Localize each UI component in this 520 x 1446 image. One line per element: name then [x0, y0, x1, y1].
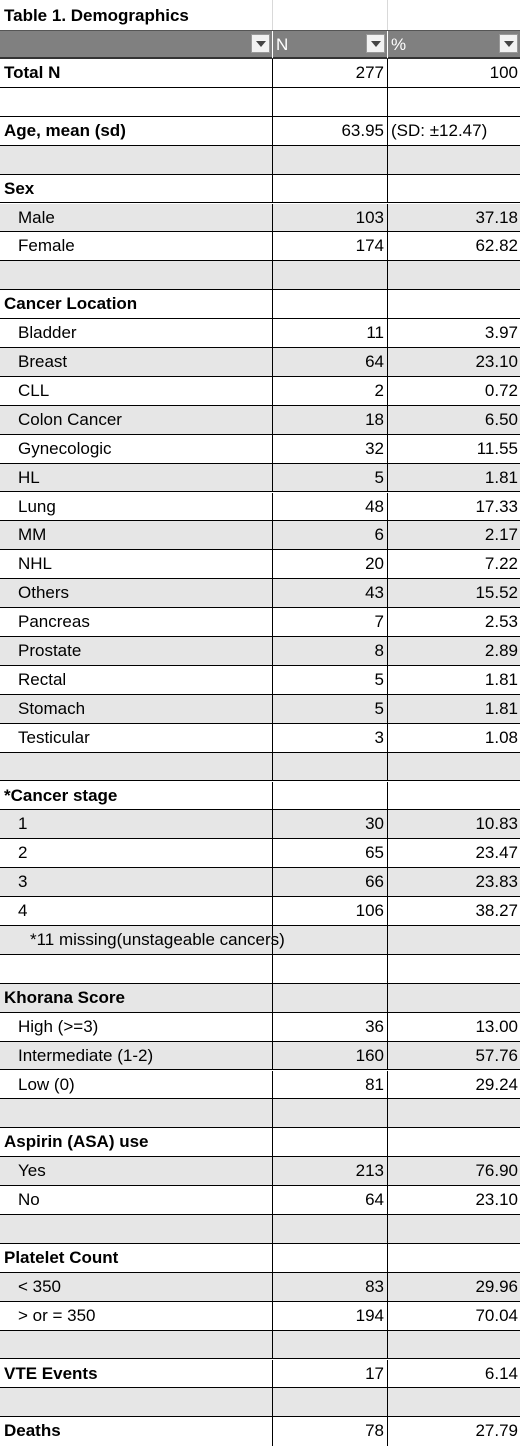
row-label[interactable]	[0, 319, 273, 347]
header-cell-pct	[388, 31, 520, 58]
table-title: Table 1. Demographics	[4, 6, 189, 25]
table-row	[0, 955, 520, 984]
row-label[interactable]	[0, 810, 273, 838]
table-row	[0, 1013, 520, 1042]
header-cell-label	[0, 31, 273, 58]
row-n[interactable]	[273, 290, 388, 318]
table-row	[0, 839, 520, 868]
filter-dropdown-icon[interactable]	[251, 34, 270, 53]
row-label[interactable]	[0, 753, 273, 781]
table-row	[0, 493, 520, 522]
row-label[interactable]	[0, 868, 273, 896]
table-row	[0, 1215, 520, 1244]
row-pct[interactable]: 62.82	[475, 236, 518, 256]
row-n[interactable]: 43	[273, 579, 388, 607]
table-row	[0, 984, 520, 1013]
row-pct[interactable]	[388, 1331, 520, 1359]
table-row	[0, 608, 520, 637]
table-row	[0, 59, 520, 88]
row-label[interactable]	[0, 493, 273, 521]
row-n[interactable]: 48	[273, 493, 388, 521]
row-n[interactable]: 65	[273, 839, 388, 867]
row-pct[interactable]	[388, 1128, 520, 1156]
row-label[interactable]	[0, 1331, 273, 1359]
row-pct[interactable]: 27.79	[475, 1421, 518, 1441]
row-n[interactable]	[273, 146, 388, 174]
row-pct[interactable]: 2.53	[484, 612, 518, 632]
row-label-text: Intermediate (1-2)	[18, 1045, 154, 1065]
row-label-text: < 350	[18, 1276, 62, 1296]
row-label-text: Pancreas	[18, 612, 90, 632]
row-n[interactable]: 78	[273, 1417, 388, 1446]
table-row	[0, 1331, 520, 1360]
row-pct[interactable]: 23.47	[475, 843, 518, 863]
row-pct[interactable]	[388, 1215, 520, 1243]
row-label-text: Lung	[18, 496, 56, 516]
row-label[interactable]	[0, 1013, 273, 1041]
row-n[interactable]: 8	[273, 637, 388, 665]
row-n[interactable]	[273, 753, 388, 781]
table-row	[0, 1186, 520, 1215]
row-label[interactable]	[0, 290, 273, 318]
row-pct[interactable]	[388, 1099, 520, 1127]
table-row	[0, 926, 520, 955]
row-label-text: Sex	[4, 178, 35, 198]
row-n[interactable]: 106	[273, 897, 388, 925]
row-label-text: Cancer Location	[4, 294, 138, 314]
title-row	[0, 0, 520, 30]
table-row	[0, 782, 520, 811]
row-n[interactable]: 66	[273, 868, 388, 896]
header-cell-n	[273, 31, 388, 58]
row-n[interactable]	[273, 175, 388, 203]
row-label[interactable]	[0, 261, 273, 289]
table-row	[0, 232, 520, 261]
table-row	[0, 290, 520, 319]
row-label[interactable]	[0, 204, 273, 232]
row-n[interactable]: 3	[273, 724, 388, 752]
row-pct[interactable]	[388, 88, 520, 116]
row-pct[interactable]	[388, 753, 520, 781]
row-n[interactable]: 160	[273, 1042, 388, 1070]
row-label[interactable]	[0, 926, 285, 954]
table-row	[0, 1071, 520, 1100]
row-pct[interactable]: 37.18	[475, 207, 518, 227]
table-row	[0, 1244, 520, 1273]
table-row	[0, 695, 520, 724]
row-label[interactable]	[0, 1071, 273, 1099]
row-label-text: Low (0)	[18, 1074, 75, 1094]
row-n[interactable]: 83	[273, 1273, 388, 1301]
row-pct[interactable]: 76.90	[475, 1161, 518, 1181]
table-row	[0, 1273, 520, 1302]
row-label[interactable]	[0, 1215, 273, 1243]
row-label[interactable]	[0, 1388, 273, 1416]
row-n[interactable]: 64	[273, 348, 388, 376]
row-label-text: Stomach	[18, 698, 86, 718]
row-label[interactable]	[0, 117, 273, 145]
row-label[interactable]	[0, 464, 273, 492]
row-label-text: *Cancer stage	[4, 785, 118, 805]
row-n[interactable]	[273, 1099, 388, 1127]
row-n[interactable]: 17	[273, 1360, 388, 1388]
row-n[interactable]	[273, 984, 388, 1012]
row-n[interactable]: 103	[273, 204, 388, 232]
row-pct[interactable]: 1.81	[484, 669, 518, 689]
row-n[interactable]: 5	[273, 464, 388, 492]
row-pct[interactable]: 6.50	[484, 409, 518, 429]
row-pct[interactable]: 70.04	[475, 1305, 518, 1325]
table-row	[0, 1417, 520, 1446]
row-label-text: 4	[18, 901, 28, 921]
row-n[interactable]	[273, 926, 388, 954]
row-n[interactable]	[273, 1128, 388, 1156]
table-row	[0, 261, 520, 290]
row-label-text: Total N	[4, 63, 61, 82]
table-row	[0, 377, 520, 406]
row-pct[interactable]: 6.14	[484, 1363, 518, 1383]
row-label[interactable]	[0, 1360, 273, 1388]
table-row	[0, 1128, 520, 1157]
row-label-text: Prostate	[18, 641, 82, 660]
table-row	[0, 435, 520, 464]
row-label-text: Testicular	[18, 727, 90, 747]
row-n[interactable]: 32	[273, 435, 388, 463]
row-n[interactable]: 2	[273, 377, 388, 405]
row-pct[interactable]: 10.83	[475, 814, 518, 834]
table-row	[0, 550, 520, 579]
table-row	[0, 579, 520, 608]
row-pct[interactable]: 0.72	[484, 380, 518, 400]
row-label[interactable]	[0, 984, 273, 1012]
row-label[interactable]	[0, 839, 273, 867]
row-n[interactable]: 81	[273, 1071, 388, 1099]
row-label[interactable]	[0, 1042, 273, 1070]
row-label[interactable]	[0, 521, 273, 549]
row-label-text: Aspirin (ASA) use	[4, 1132, 149, 1152]
row-label-text: > or = 350	[18, 1305, 96, 1325]
row-label[interactable]	[0, 435, 273, 463]
row-n[interactable]	[273, 261, 388, 289]
row-label-text: Deaths	[4, 1421, 61, 1441]
row-n[interactable]: 30	[273, 810, 388, 838]
row-pct[interactable]	[388, 926, 520, 954]
row-pct[interactable]	[388, 984, 520, 1012]
table-row	[0, 88, 520, 117]
table-row	[0, 146, 520, 175]
row-n[interactable]	[273, 782, 388, 810]
row-label[interactable]	[0, 1417, 273, 1446]
row-label[interactable]	[0, 88, 273, 116]
row-n[interactable]: 64	[273, 1186, 388, 1214]
table-row	[0, 464, 520, 493]
row-n[interactable]: 20	[273, 550, 388, 578]
row-pct[interactable]: 2.17	[484, 525, 518, 545]
row-pct[interactable]: 15.52	[475, 583, 518, 603]
header-row	[0, 30, 520, 59]
row-pct[interactable]	[388, 146, 520, 174]
row-n[interactable]	[273, 88, 388, 116]
row-pct[interactable]	[388, 1244, 520, 1272]
table-row	[0, 637, 520, 666]
row-label[interactable]	[0, 724, 273, 752]
row-label[interactable]	[0, 666, 273, 694]
row-pct[interactable]	[388, 290, 520, 318]
row-label[interactable]	[0, 1302, 273, 1330]
row-label[interactable]	[0, 1099, 273, 1127]
table-row	[0, 868, 520, 897]
table-row	[0, 1388, 520, 1417]
row-label[interactable]	[0, 695, 273, 723]
row-label-text: MM	[18, 525, 47, 545]
row-pct[interactable]: 23.10	[475, 1190, 518, 1210]
row-n[interactable]: 11	[273, 319, 388, 347]
row-n[interactable]: 194	[273, 1302, 388, 1330]
row-pct[interactable]: 57.76	[475, 1045, 518, 1065]
table-row	[0, 1099, 520, 1128]
row-label[interactable]	[0, 348, 273, 376]
row-label[interactable]	[0, 1273, 273, 1301]
table-row	[0, 1302, 520, 1331]
row-pct[interactable]: 7.22	[484, 554, 518, 574]
row-label-text: Rectal	[18, 669, 67, 689]
row-label-text: Yes	[18, 1161, 46, 1181]
row-pct[interactable]	[388, 175, 520, 203]
row-label-text: Platelet Count	[4, 1247, 119, 1267]
row-pct[interactable]: 29.96	[475, 1276, 518, 1296]
row-n[interactable]: 5	[273, 695, 388, 723]
table-row	[0, 1157, 520, 1186]
row-label-text: Khorana Score	[4, 987, 125, 1007]
row-label-text: 3	[18, 872, 28, 892]
row-label[interactable]	[0, 782, 273, 810]
table-row	[0, 521, 520, 550]
row-pct[interactable]: 1.08	[484, 727, 518, 747]
gridline	[387, 0, 388, 30]
row-pct[interactable]	[388, 782, 520, 810]
row-n[interactable]	[273, 1244, 388, 1272]
row-label[interactable]	[0, 897, 273, 925]
row-n[interactable]	[273, 955, 388, 983]
header-pct-label: %	[391, 35, 407, 54]
row-n[interactable]: 63.95	[273, 117, 388, 145]
row-pct[interactable]: 1.81	[484, 467, 518, 487]
row-pct[interactable]	[388, 955, 520, 983]
table-row	[0, 319, 520, 348]
row-n[interactable]	[273, 1215, 388, 1243]
row-label-text: NHL	[18, 554, 53, 574]
row-label[interactable]	[0, 377, 273, 405]
row-pct[interactable]: 23.83	[475, 872, 518, 892]
row-label-text: 1	[18, 814, 28, 834]
row-pct[interactable]: 17.33	[475, 496, 518, 516]
row-label[interactable]	[0, 59, 273, 87]
row-label[interactable]	[0, 1157, 273, 1185]
table-row	[0, 897, 520, 926]
row-label[interactable]	[0, 1128, 273, 1156]
row-label[interactable]	[0, 579, 273, 607]
filter-dropdown-icon[interactable]	[499, 34, 518, 53]
row-pct[interactable]: (SD: ±12.47)	[391, 120, 488, 140]
row-label[interactable]	[0, 146, 273, 174]
row-label-text: VTE Events	[4, 1363, 98, 1383]
table-row	[0, 348, 520, 377]
row-label-text: HL	[18, 467, 40, 487]
row-n[interactable]	[273, 1388, 388, 1416]
header-n-label: N	[276, 35, 289, 54]
row-n[interactable]: 174	[273, 232, 388, 260]
row-label[interactable]	[0, 406, 273, 434]
table-row	[0, 117, 520, 146]
row-label-text: Breast	[18, 352, 68, 371]
row-label-text: Age, mean (sd)	[4, 120, 126, 140]
table-row	[0, 1360, 520, 1389]
row-n[interactable]: 6	[273, 521, 388, 549]
row-label[interactable]	[0, 637, 273, 665]
row-n[interactable]: 5	[273, 666, 388, 694]
row-label-text: 2	[18, 843, 28, 863]
row-n[interactable]: 277	[273, 59, 388, 87]
table-row	[0, 1042, 520, 1071]
row-pct[interactable]: 38.27	[475, 901, 518, 921]
row-label-text: Others	[18, 583, 70, 603]
row-label-text: Bladder	[18, 323, 77, 343]
row-n[interactable]: 36	[273, 1013, 388, 1041]
row-label[interactable]	[0, 955, 273, 983]
row-pct[interactable]	[388, 261, 520, 289]
row-label-text: High (>=3)	[18, 1016, 99, 1036]
row-label-text: Colon Cancer	[18, 409, 122, 429]
row-label-text: Male	[18, 207, 55, 227]
row-pct[interactable]: 1.81	[484, 698, 518, 718]
row-label-text: Female	[18, 236, 75, 256]
row-label[interactable]	[0, 1186, 273, 1214]
row-pct[interactable]: 11.55	[476, 438, 518, 458]
table-row	[0, 810, 520, 839]
row-pct[interactable]	[388, 1388, 520, 1416]
row-label[interactable]	[0, 232, 273, 260]
row-label-text: Gynecologic	[18, 438, 112, 458]
row-label[interactable]	[0, 1244, 273, 1272]
row-n[interactable]: 18	[273, 406, 388, 434]
row-pct[interactable]: 29.24	[475, 1074, 518, 1094]
row-pct[interactable]: 23.10	[475, 352, 518, 371]
row-label[interactable]	[0, 608, 273, 636]
row-n[interactable]: 7	[273, 608, 388, 636]
row-label[interactable]	[0, 550, 273, 578]
row-label-text: CLL	[18, 380, 50, 400]
table-row	[0, 406, 520, 435]
row-pct[interactable]: 100	[489, 63, 518, 82]
gridline	[272, 0, 273, 30]
table-row	[0, 666, 520, 695]
row-pct[interactable]: 2.89	[484, 641, 518, 660]
table-row	[0, 204, 520, 233]
row-label-text: No	[18, 1190, 40, 1210]
table-row	[0, 724, 520, 753]
row-label[interactable]	[0, 175, 273, 203]
row-n[interactable]	[273, 1331, 388, 1359]
row-label-text: *11 missing(unstageable cancers)	[30, 930, 285, 949]
row-pct[interactable]: 3.97	[484, 323, 518, 343]
table-row	[0, 175, 520, 204]
table-row	[0, 753, 520, 782]
row-pct[interactable]: 13.00	[475, 1016, 518, 1036]
filter-dropdown-icon[interactable]	[366, 34, 385, 53]
row-n[interactable]: 213	[273, 1157, 388, 1185]
